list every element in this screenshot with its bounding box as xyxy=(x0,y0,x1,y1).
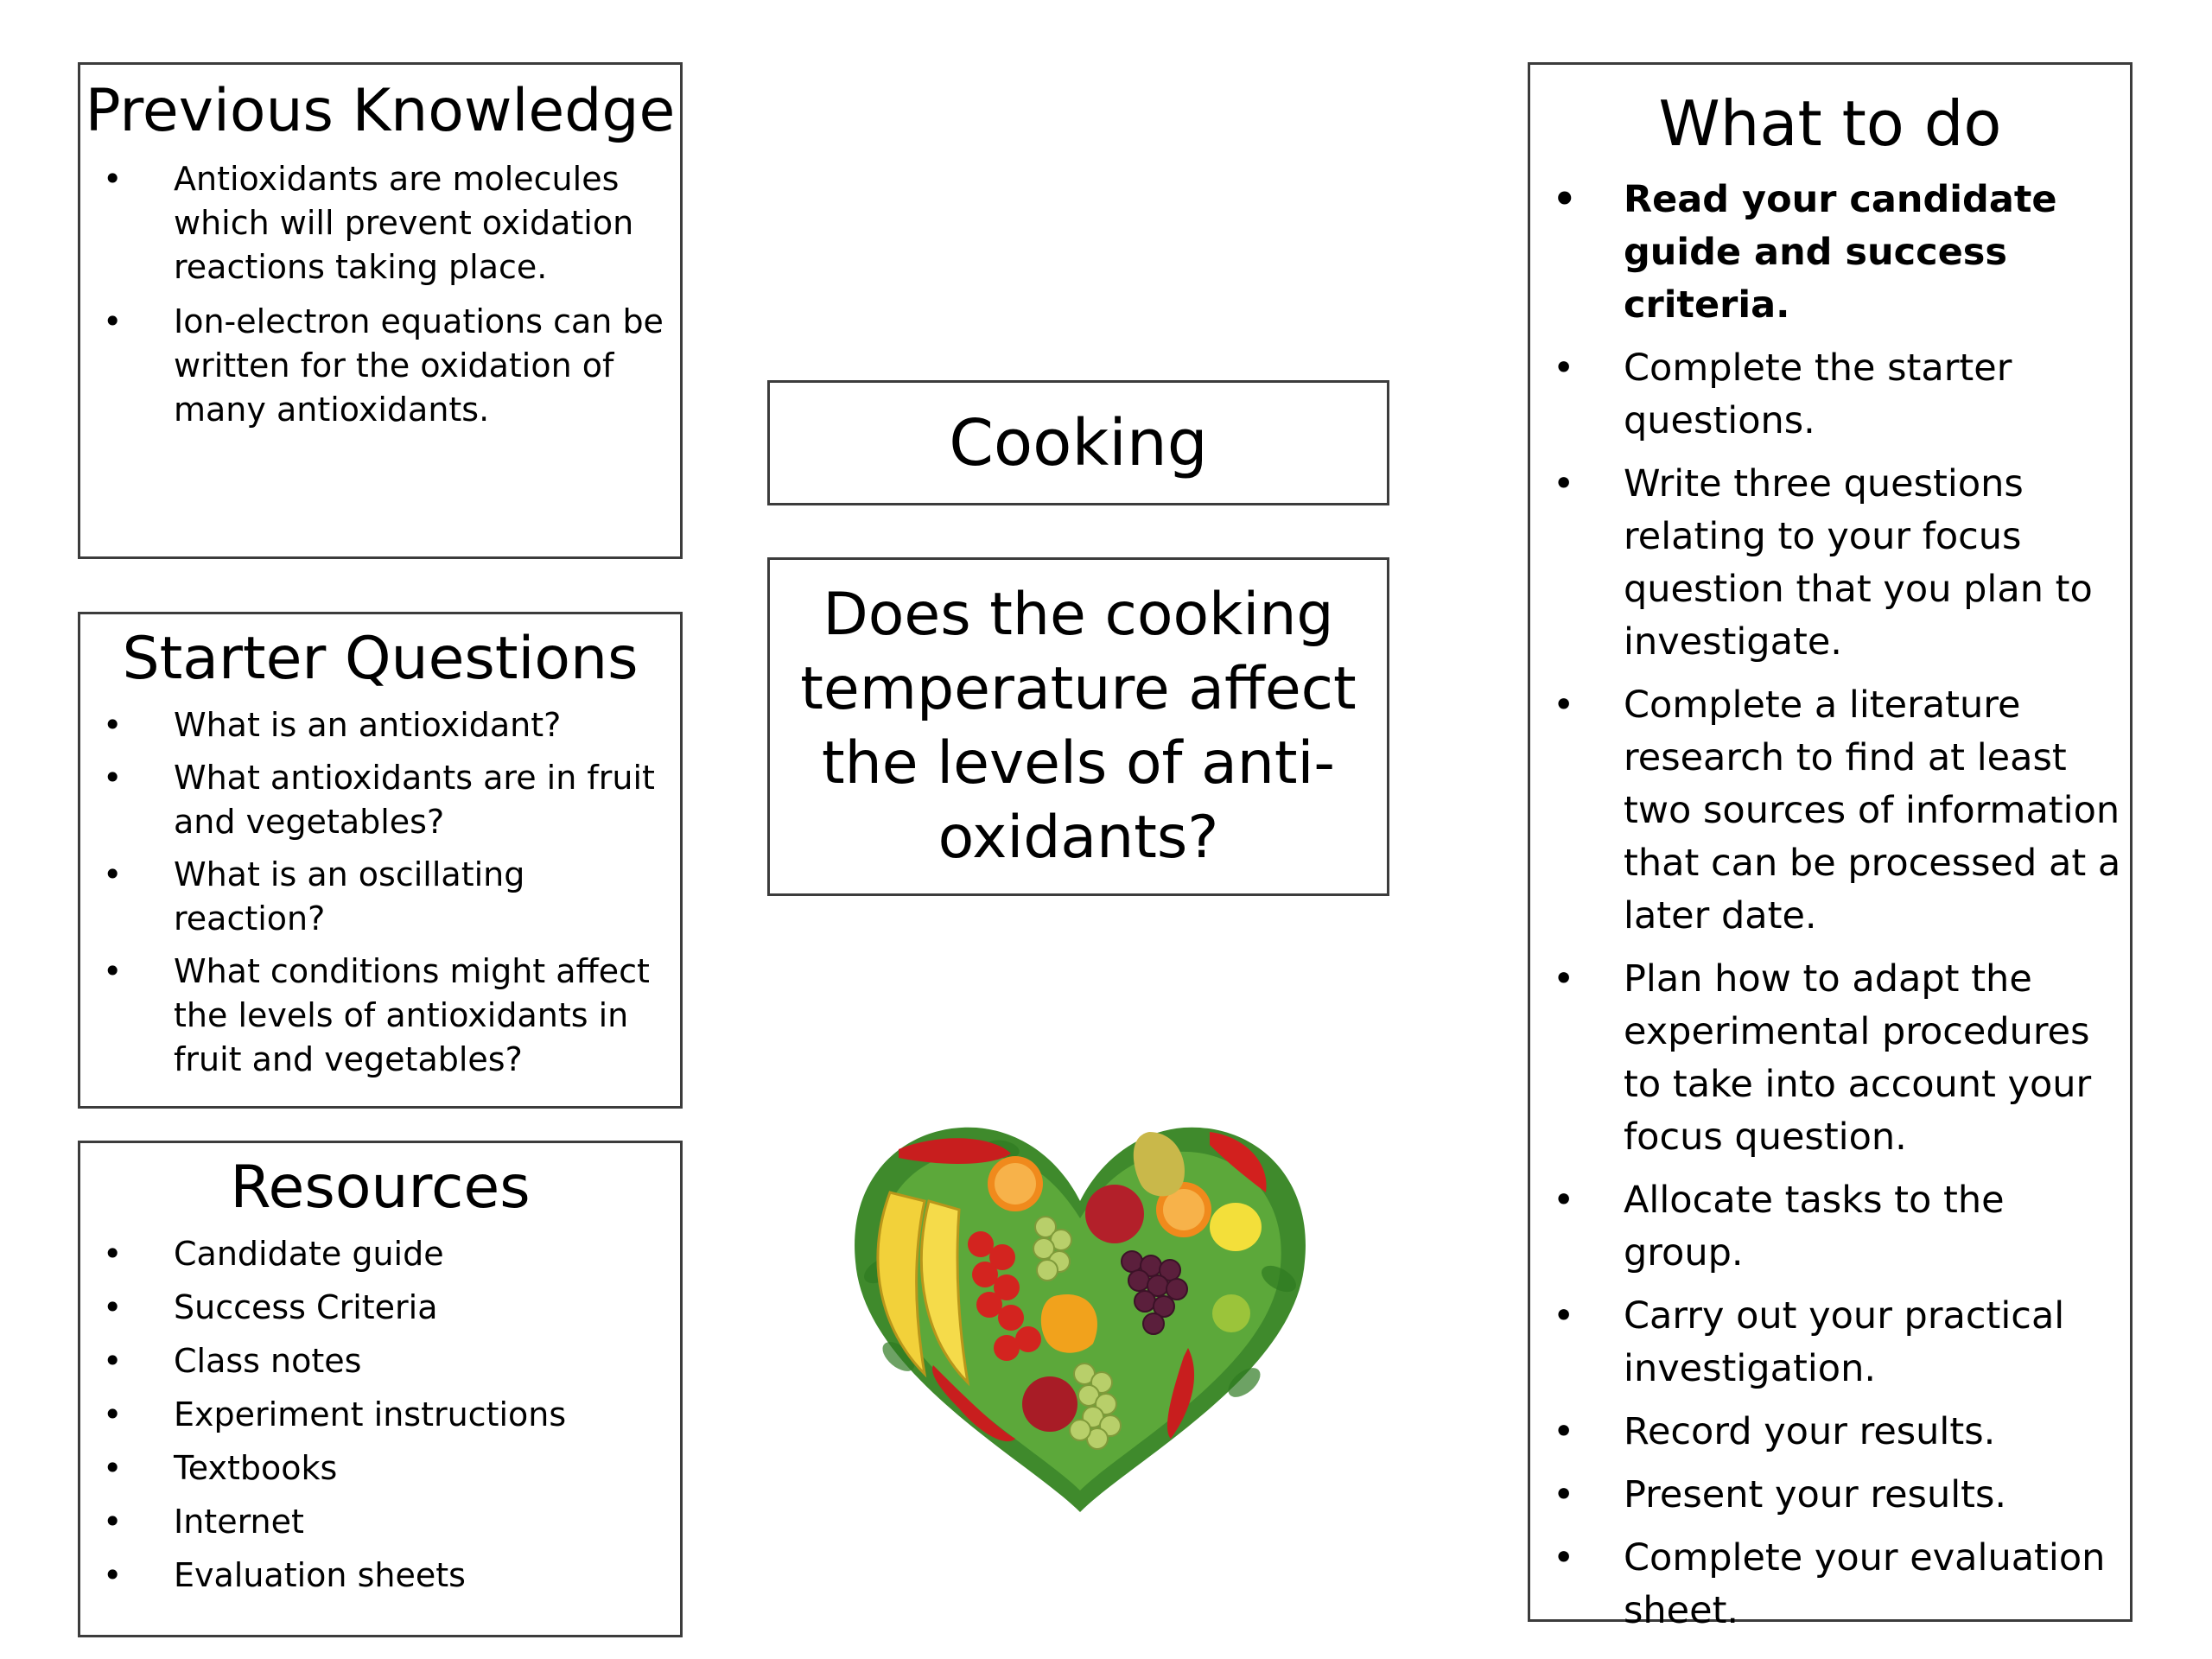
list-item: • Textbooks xyxy=(80,1446,680,1491)
starter-questions-list xyxy=(80,703,680,1082)
previous-knowledge-panel xyxy=(78,62,683,559)
bullet: • xyxy=(103,1556,123,1595)
bullet: • xyxy=(1553,1536,1575,1580)
list-item: • Antioxidants are molecules which will prevent oxidation reactions taking place. xyxy=(80,157,680,289)
bullet: • xyxy=(1553,1473,1575,1517)
bullet: • xyxy=(103,1342,123,1381)
bullet: • xyxy=(1553,346,1575,391)
bullet: • xyxy=(103,160,123,199)
fruit-vegetable-heart-icon xyxy=(830,1097,1331,1529)
resources-list xyxy=(80,1232,680,1598)
focus-question-text: Does the cooking temperature affect the levels of anti-oxidants? xyxy=(800,581,1357,872)
what-to-do-panel xyxy=(1528,62,2133,1633)
bullet: • xyxy=(103,1235,123,1274)
starter-questions-title: Starter Questions xyxy=(122,625,639,693)
bullet: • xyxy=(103,855,123,894)
list-item: • Candidate guide xyxy=(80,1232,680,1276)
list-item: • Internet xyxy=(80,1500,680,1544)
bullet: • xyxy=(1553,1410,1575,1454)
resources-panel xyxy=(78,1141,683,1637)
starter-questions-panel xyxy=(78,612,683,1109)
bullet: • xyxy=(103,302,123,341)
list-item: • Plan how to adapt the experimental procedures to take into account your focus question. xyxy=(1530,953,2130,1164)
bullet: • xyxy=(103,759,123,798)
list-item: • Read your candidate guide and success criteria. xyxy=(1530,174,2130,332)
list-item: • Complete your evaluation sheet. xyxy=(1530,1532,2130,1637)
bullet: • xyxy=(103,952,123,991)
bullet: • xyxy=(103,1449,123,1488)
bullet: • xyxy=(1553,462,1575,506)
list-item: • What conditions might affect the levels of antioxidants in fruit and vegetables? xyxy=(80,950,680,1082)
list-item: • Complete a literature research to find at least two sources of information that can be processed at a later date. xyxy=(1530,679,2130,943)
previous-knowledge-title: Previous Knowledge xyxy=(85,77,676,145)
bullet: • xyxy=(103,1395,123,1434)
list-item: • What antioxidants are in fruit and vegetables? xyxy=(80,756,680,844)
topic-box xyxy=(767,380,1389,505)
list-item: • Ion-electron equations can be written for the oxidation of many antioxidants. xyxy=(80,300,680,432)
list-item: • Success Criteria xyxy=(80,1286,680,1330)
bullet: • xyxy=(103,1503,123,1541)
bullet: • xyxy=(103,1288,123,1327)
topic-title: Cooking xyxy=(949,405,1208,480)
list-item: • Carry out your practical investigation. xyxy=(1530,1290,2130,1395)
resources-title: Resources xyxy=(230,1154,531,1222)
bullet: • xyxy=(1553,957,1575,1001)
list-item: • Allocate tasks to the group. xyxy=(1530,1174,2130,1280)
list-item: • Experiment instructions xyxy=(80,1393,680,1437)
focus-question-box xyxy=(767,557,1389,896)
list-item: • Class notes xyxy=(80,1339,680,1383)
what-to-do-list xyxy=(1530,174,2130,1637)
bullet: • xyxy=(103,706,123,745)
list-item: • Present your results. xyxy=(1530,1469,2130,1522)
bullet: • xyxy=(1553,683,1575,728)
bullet: • xyxy=(1553,1294,1575,1338)
what-to-do-title: What to do xyxy=(1658,87,2002,160)
previous-knowledge-list xyxy=(80,157,680,432)
list-item: • Evaluation sheets xyxy=(80,1554,680,1598)
list-item: • Record your results. xyxy=(1530,1406,2130,1459)
list-item: • Write three questions relating to your focus question that you plan to investigate. xyxy=(1530,458,2130,669)
bullet: • xyxy=(1553,1179,1575,1223)
list-item: • What is an oscillating reaction? xyxy=(80,853,680,941)
bullet: • xyxy=(1553,178,1577,222)
list-item: • What is an antioxidant? xyxy=(80,703,680,747)
list-item: • Complete the starter questions. xyxy=(1530,342,2130,448)
